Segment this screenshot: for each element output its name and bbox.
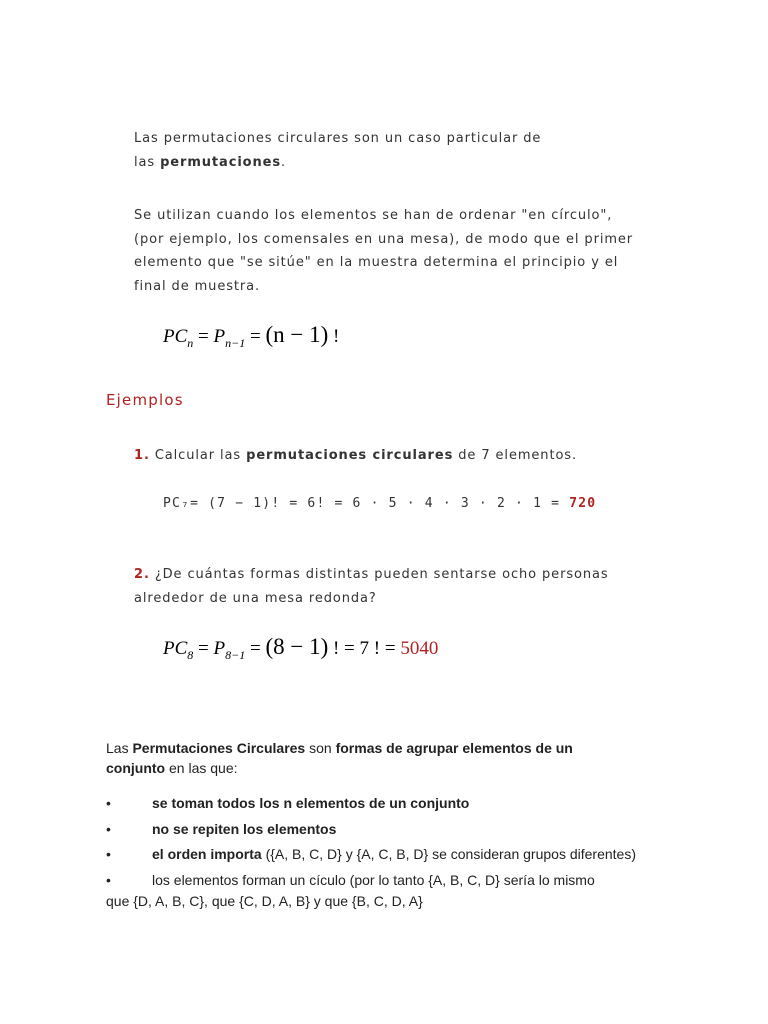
ex2-formula-eq-1: = bbox=[193, 638, 214, 659]
bullet-3-rest: ({A, B, C, D} y {A, C, B, D} se consideran grupos diferentes) bbox=[261, 846, 636, 862]
bullet-4-line-1: los elementos forman un cículo (por lo tanto {A, B, C, D} sería lo mismo bbox=[152, 872, 595, 888]
examples-heading: Ejemplos bbox=[106, 391, 184, 409]
def-t6: en las que: bbox=[165, 760, 238, 776]
bullet-4-marker: • bbox=[106, 872, 111, 888]
example-2-number: 2. bbox=[134, 567, 150, 582]
ex2-formula-factorial: ! = 7 ! = bbox=[328, 638, 401, 659]
usage-line-3: elemento que "se sitúe" en la muestra determina el principio y el bbox=[134, 255, 619, 270]
usage-line-4: final de muestra. bbox=[134, 278, 261, 294]
intro-line-1: Las permutaciones circulares son un caso particular de bbox=[134, 131, 542, 146]
example-1-text-post: de 7 elementos. bbox=[453, 448, 578, 463]
example-1-result: 720 bbox=[569, 496, 597, 511]
bullet-3-marker: • bbox=[106, 846, 111, 862]
formula-lhs-sub: n bbox=[187, 336, 194, 350]
formula-lhs: PC bbox=[163, 326, 188, 347]
ex2-formula-lhs: PC bbox=[163, 638, 188, 659]
formula-factorial: ! bbox=[328, 326, 340, 347]
general-formula bbox=[163, 322, 339, 351]
ex2-formula-mid-sub: 8−1 bbox=[225, 648, 246, 662]
example-1-calculation bbox=[163, 492, 596, 516]
def-t2: Permutaciones Circulares bbox=[132, 740, 306, 756]
example-1-text-pre: Calcular las bbox=[149, 448, 247, 463]
def-t1: Las bbox=[106, 740, 133, 756]
example-1-text-bold: permutaciones circulares bbox=[246, 448, 454, 463]
usage-line-1: Se utilizan cuando los elementos se han de ordenar "en círculo", bbox=[134, 208, 613, 223]
example-1-question bbox=[134, 444, 577, 468]
intro-line-2-pre: las bbox=[134, 154, 161, 170]
def-t5: conjunto bbox=[106, 760, 166, 776]
example-2-line-1: ¿De cuántas formas distintas pueden sentarse ocho personas bbox=[149, 567, 609, 582]
bullet-3-bold: el orden importa bbox=[152, 846, 262, 862]
example-2-formula bbox=[163, 634, 438, 663]
formula-mid-sub: n−1 bbox=[225, 336, 246, 350]
example-1-calc: PC₇= (7 − 1)! = 6! = 6 · 5 · 4 · 3 · 2 · 1 = bbox=[163, 496, 570, 511]
example-2-question bbox=[134, 563, 609, 610]
ex2-formula-rhs: (8 − 1) bbox=[265, 634, 329, 659]
ex2-formula-lhs-sub: 8 bbox=[187, 648, 194, 662]
bullet-1-marker: • bbox=[106, 795, 111, 811]
bullet-2-text: no se repiten los elementos bbox=[152, 821, 337, 837]
formula-eq-2: = bbox=[245, 326, 266, 347]
ex2-formula-result: 5040 bbox=[400, 638, 439, 659]
example-1-number: 1. bbox=[134, 448, 150, 463]
usage-line-2: (por ejemplo, los comensales en una mesa), de modo que el primer bbox=[134, 231, 634, 247]
bullet-3-text bbox=[152, 846, 636, 862]
formula-eq-1: = bbox=[193, 326, 214, 347]
bullet-1-text: se toman todos los n elementos de un conjunto bbox=[152, 795, 470, 811]
example-2-line-2: alrededor de una mesa redonda? bbox=[134, 590, 377, 606]
definition-paragraph bbox=[106, 738, 626, 778]
formula-mid: P bbox=[213, 326, 226, 347]
ex2-formula-mid: P bbox=[213, 638, 226, 659]
bullet-2-marker: • bbox=[106, 821, 111, 837]
intro-line-2-post: . bbox=[281, 154, 287, 170]
ex2-formula-eq-2: = bbox=[245, 638, 266, 659]
def-t4: formas de agrupar elementos de un bbox=[335, 740, 573, 756]
bullet-4-line-2: que {D, A, B, C}, que {C, D, A, B} y que {B, C, D, A} bbox=[106, 893, 423, 909]
intro-paragraph bbox=[134, 127, 541, 174]
permutaciones-link-text: permutaciones bbox=[160, 154, 282, 170]
def-t3: son bbox=[305, 740, 336, 756]
usage-paragraph bbox=[134, 204, 633, 298]
formula-rhs: (n − 1) bbox=[265, 322, 329, 347]
